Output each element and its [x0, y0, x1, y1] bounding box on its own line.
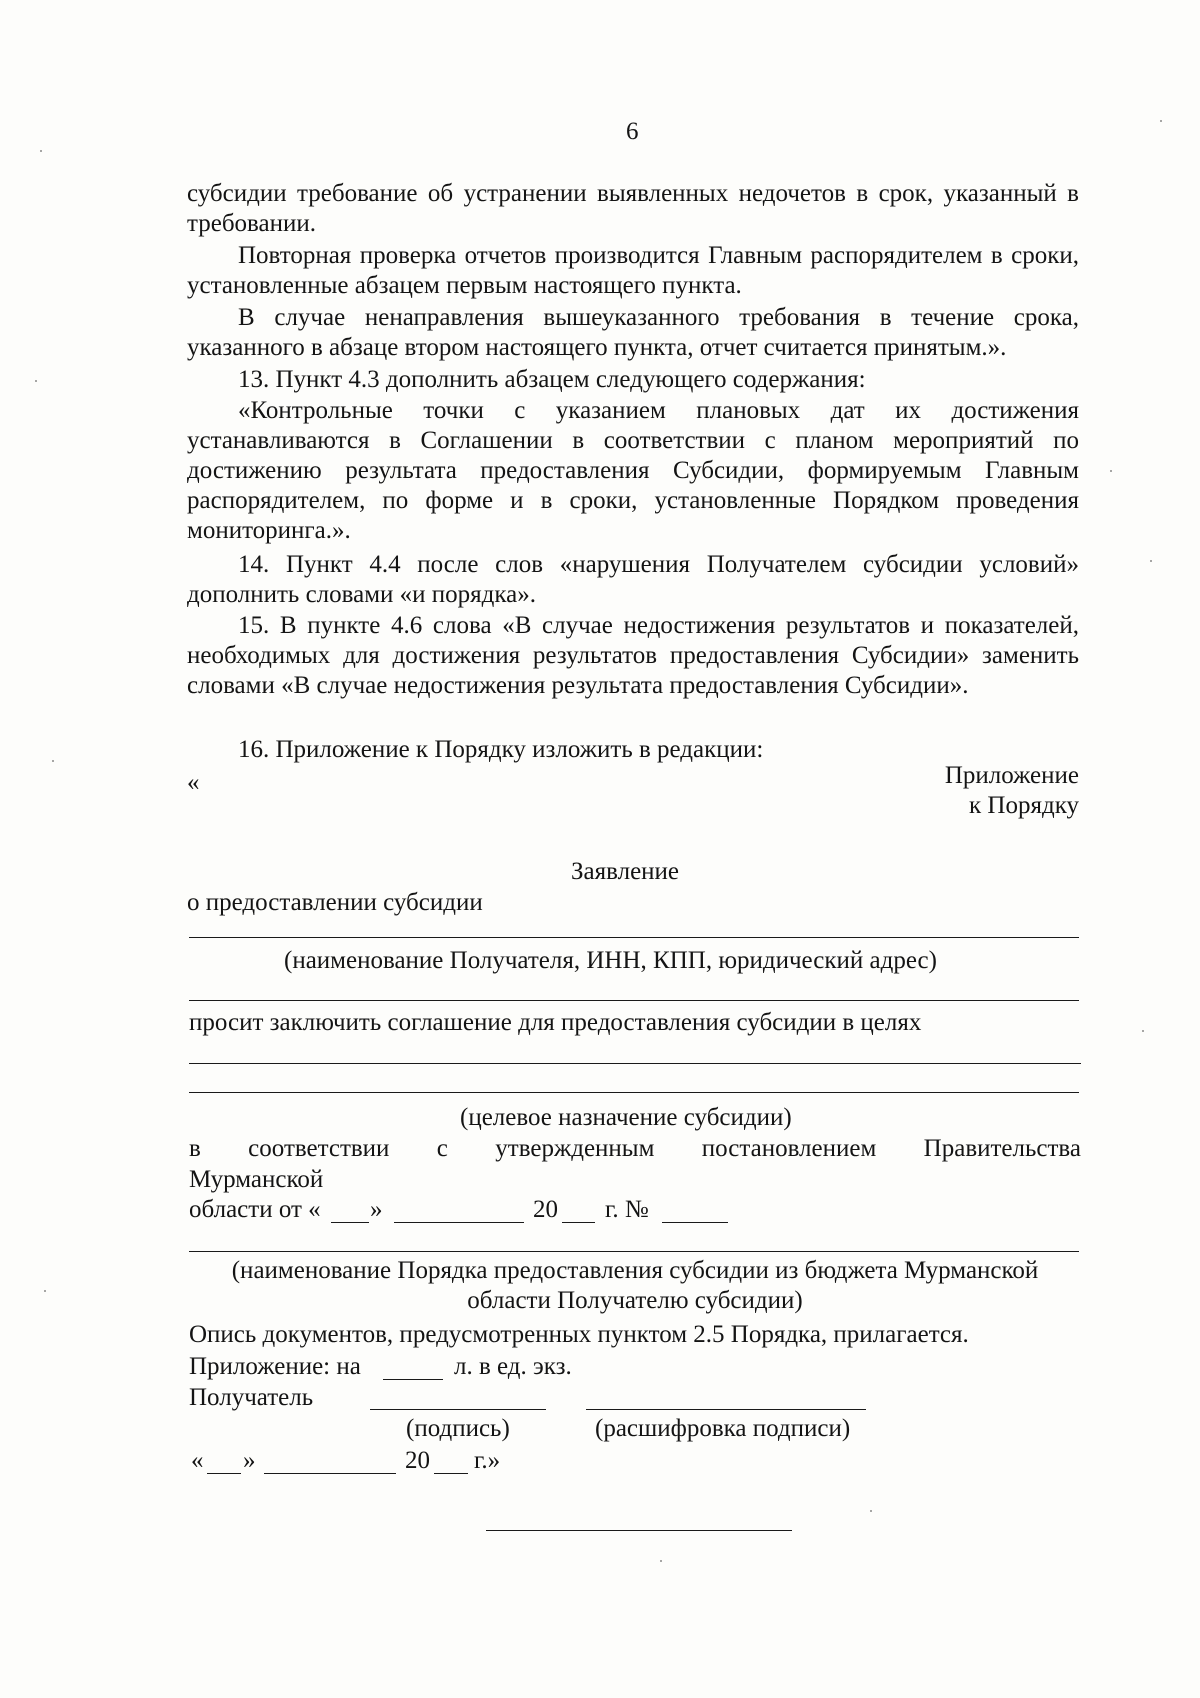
scan-speck: [660, 1560, 662, 1562]
scan-speck: [40, 150, 42, 152]
number-blank[interactable]: [662, 1222, 728, 1223]
scan-speck: [1110, 470, 1112, 472]
decoding-caption: (расшифровка подписи): [595, 1415, 851, 1442]
signature-caption: (подпись): [406, 1415, 510, 1442]
paragraph-4: 13. Пункт 4.3 дополнить абзацем следующего содержания:: [238, 366, 866, 393]
scan-speck: [52, 760, 54, 762]
request-text: просит заключить соглашение для предоставления субсидии в целях: [189, 1009, 922, 1036]
appendix-label-line1: Приложение: [944, 762, 1079, 789]
procedure-line: [189, 1251, 1079, 1252]
appendix-open-quote: «: [187, 769, 200, 796]
year-prefix: 20: [533, 1196, 558, 1223]
attachment-suffix: л. в ед. экз.: [454, 1353, 572, 1380]
accordance-line: в соответствии с утвержденным постановлением Правительства: [189, 1135, 1081, 1162]
scan-speck: [870, 1510, 872, 1512]
caption-procedure-2: области Получателю субсидии): [467, 1287, 803, 1314]
paragraph-7: 15. В пункте 4.6 слова «В случае недостижения результатов и показателей, необходимых для достижения результатов предоставления Субсидии» заменить словами «В случае недостижения результата предоставления Субсидии».: [187, 612, 1079, 699]
date-month-blank[interactable]: [264, 1473, 396, 1474]
paragraph-2: Повторная проверка отчетов производится Главным распорядителем в сроки, установленные абзацем первым настоящего пункта.: [187, 242, 1079, 299]
scan-speck: [1160, 120, 1162, 122]
paragraph-6: 14. Пункт 4.4 после слов «нарушения Получателем субсидии условий» дополнить словами «и порядка».: [187, 551, 1079, 608]
date-year-prefix: 20: [405, 1447, 430, 1474]
paragraph-5: «Контрольные точки с указанием плановых дат их достижения устанавливаются в Соглашении в соответствии с планом мероприятий по достижению результата предоставления Субсидии, формируемым Главным распорядителем, по форме и в сроки, установленные Порядком проведения мониторинга.».: [187, 397, 1079, 544]
recipient-line: [189, 937, 1079, 938]
caption-procedure-1: (наименование Порядка предоставления субсидии из бюджета Мурманской: [231, 1257, 1039, 1284]
region-quote-close: »: [370, 1196, 383, 1223]
date-close-quote: »: [243, 1447, 256, 1474]
form-title: Заявление: [571, 858, 680, 885]
purpose-line-2: [189, 1092, 1079, 1093]
paragraph-1: субсидии требование об устранении выявленных недочетов в срок, указанный в требовании.: [187, 180, 1079, 237]
closing-separator: [486, 1530, 792, 1531]
form-subtitle: о предоставлении субсидии: [187, 889, 483, 916]
paragraph-8: 16. Приложение к Порядку изложить в редакции:: [238, 736, 764, 763]
scan-speck: [1150, 560, 1152, 562]
date-year-blank[interactable]: [434, 1473, 468, 1474]
day-blank[interactable]: [331, 1222, 369, 1223]
year-blank[interactable]: [562, 1222, 595, 1223]
page-number: 6: [626, 118, 639, 145]
purpose-line-1: [189, 1063, 1081, 1064]
appendix-label-line2: к Порядку: [969, 792, 1079, 819]
caption-purpose: (целевое назначение субсидии): [460, 1104, 792, 1131]
pages-blank[interactable]: [383, 1379, 443, 1380]
month-blank[interactable]: [394, 1222, 524, 1223]
attachment-prefix: Приложение: на: [189, 1353, 361, 1380]
documents-text: Опись документов, предусмотренных пунктом 2.5 Порядка, прилагается.: [189, 1321, 969, 1348]
paragraph-3: В случае ненаправления вышеуказанного требования в течение срока, указанного в абзаце втором настоящего пункта, отчет считается принятым.».: [187, 304, 1079, 361]
murmansk-word: Мурманской: [189, 1166, 324, 1193]
recipient-label: Получатель: [189, 1384, 314, 1411]
date-end: г.»: [474, 1447, 501, 1474]
decoding-blank[interactable]: [586, 1409, 866, 1410]
scan-speck: [35, 380, 37, 382]
scan-speck: [44, 1290, 46, 1292]
signature-blank[interactable]: [370, 1409, 546, 1410]
caption-recipient: (наименование Получателя, ИНН, КПП, юридический адрес): [284, 947, 937, 974]
recipient-line-2: [189, 1000, 1079, 1001]
scan-speck: [1142, 1030, 1144, 1032]
date-day-blank[interactable]: [207, 1473, 241, 1474]
region-from: области от «: [189, 1196, 321, 1223]
year-suffix: г. №: [605, 1196, 649, 1223]
date-open-quote: «: [191, 1447, 204, 1474]
